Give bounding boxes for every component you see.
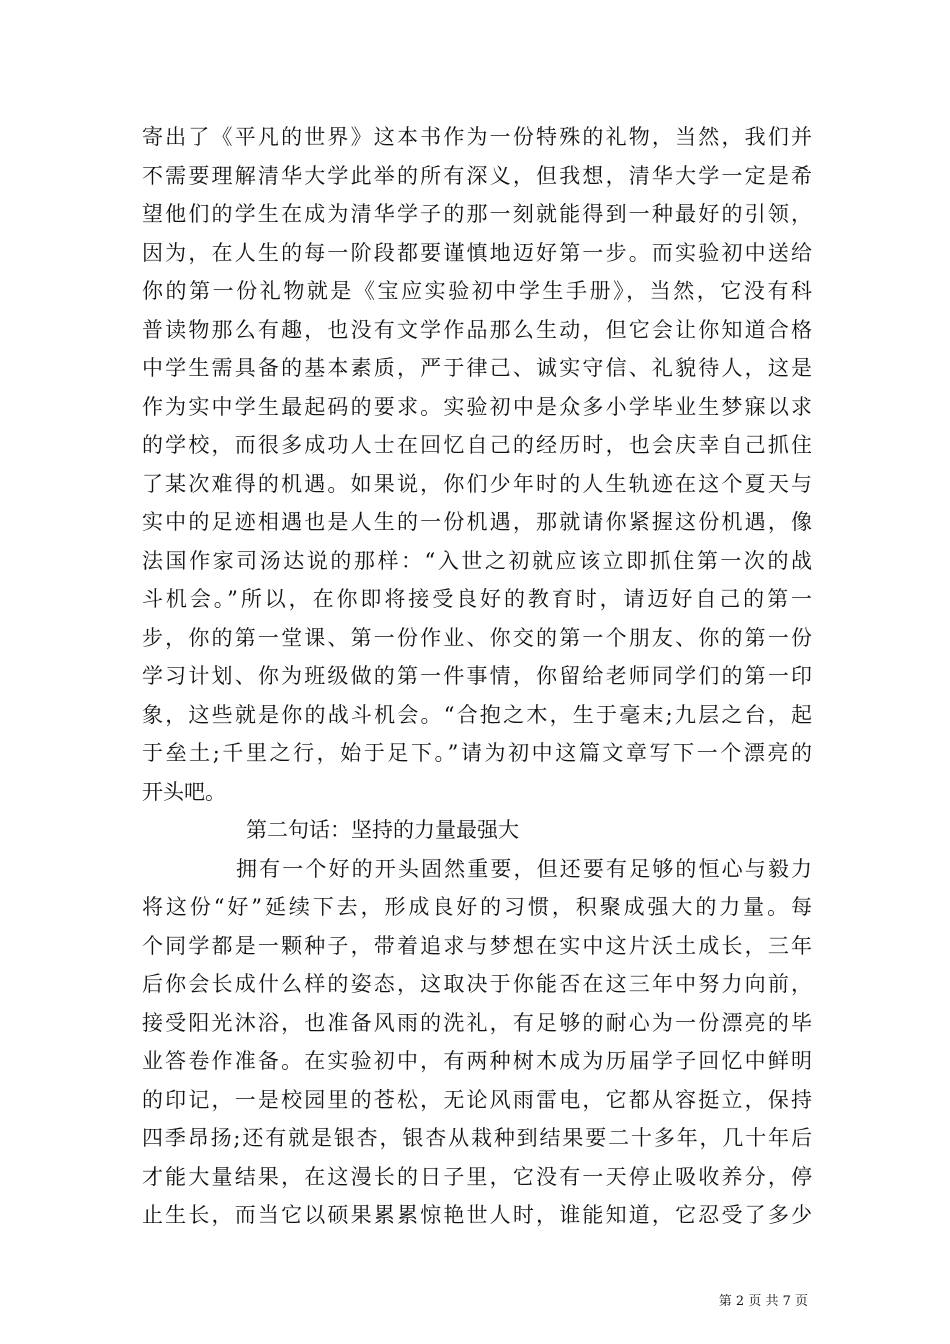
text-line: 寄出了《平凡的世界》这本书作为一份特殊的礼物，当然，我们并 bbox=[142, 125, 812, 149]
text-line: 步，你的第一堂课、第一份作业、你交的第一个朋友、你的第一份 bbox=[142, 625, 812, 650]
text-line: 普读物那么有趣，也没有文学作品那么生动，但它会让你知道合格 bbox=[142, 317, 812, 342]
text-line: 的印记，一是校园里的苍松，无论风雨雷电，它都从容挺立，保持 bbox=[142, 1087, 812, 1112]
text-line: 的学校，而很多成功人士在回忆自己的经历时，也会庆幸自己抓住 bbox=[142, 433, 812, 457]
body-text bbox=[142, 118, 812, 1235]
text-line: 后你会长成什么样的姿态，这取决于你能否在这三年中努力向前， bbox=[142, 972, 812, 996]
text-line: 作为实中学生最起码的要求。实验初中是众多小学毕业生梦寐以求 bbox=[142, 394, 812, 419]
section-heading: 第二句话：坚持的力量最强大 bbox=[246, 818, 519, 842]
text-line: 开头吧。 bbox=[142, 779, 226, 804]
text-line: 于垒土;千里之行，始于足下。”请为初中这篇文章写下一个漂亮的 bbox=[142, 741, 812, 765]
text-line: 不需要理解清华大学此举的所有深义，但我想，清华大学一定是希 bbox=[142, 163, 812, 188]
text-line: 拥有一个好的开头固然重要，但还要有足够的恒心与毅力 bbox=[236, 856, 812, 881]
text-line: 中学生需具备的基本素质，严于律己、诚实守信、礼貌待人，这是 bbox=[142, 356, 812, 380]
text-line: 因为，在人生的每一阶段都要谨慎地迈好第一步。而实验初中送给 bbox=[142, 240, 812, 265]
text-line: 实中的足迹相遇也是人生的一份机遇，那就请你紧握这份机遇，像 bbox=[142, 510, 812, 534]
page-number-footer: 第 2 页 共 7 页 bbox=[718, 1294, 808, 1309]
text-line: 接受阳光沐浴，也准备风雨的洗礼，有足够的耐心为一份漂亮的毕 bbox=[142, 1010, 812, 1035]
text-line: 法国作家司汤达说的那样：“入世之初就应该立即抓住第一次的战 bbox=[142, 548, 812, 573]
text-line: 四季昂扬;还有就是银杏，银杏从栽种到结果要二十多年，几十年后 bbox=[142, 1126, 812, 1150]
text-line: 你的第一份礼物就是《宝应实验初中学生手册》，当然，它没有科 bbox=[142, 279, 812, 303]
text-line: 才能大量结果，在这漫长的日子里，它没有一天停止吸收养分，停 bbox=[142, 1164, 812, 1189]
text-line: 个同学都是一颗种子，带着追求与梦想在实中这片沃土成长，三年 bbox=[142, 933, 812, 958]
text-line: 学习计划、你为班级做的第一件事情，你留给老师同学们的第一印 bbox=[142, 664, 812, 688]
text-line: 止生长，而当它以硕果累累惊艳世人时，谁能知道，它忍受了多少 bbox=[142, 1203, 812, 1227]
text-line: 斗机会。”所以，在你即将接受良好的教育时，请迈好自己的第一 bbox=[142, 587, 812, 611]
text-line: 象，这些就是你的战斗机会。“合抱之木，生于毫末;九层之台，起 bbox=[142, 702, 812, 727]
text-line: 将这份“好”延续下去，形成良好的习惯，积聚成强大的力量。每 bbox=[142, 895, 812, 919]
text-line: 望他们的学生在成为清华学子的那一刻就能得到一种最好的引领， bbox=[142, 202, 812, 226]
text-line: 了某次难得的机遇。如果说，你们少年时的人生轨迹在这个夏天与 bbox=[142, 471, 812, 496]
text-line: 业答卷作准备。在实验初中，有两种树木成为历届学子回忆中鲜明 bbox=[142, 1049, 812, 1073]
